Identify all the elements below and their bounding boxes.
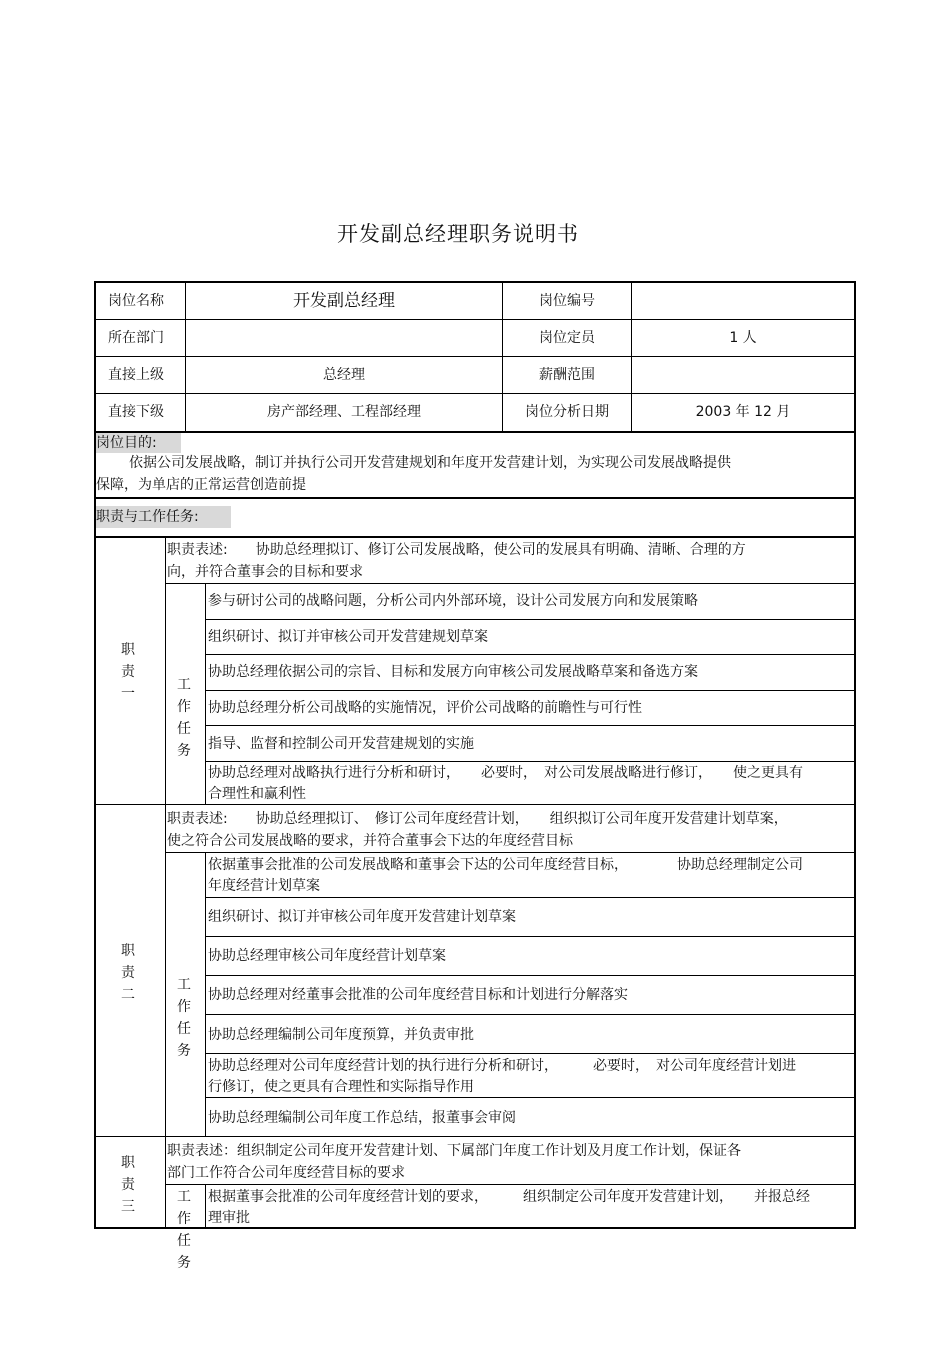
duty-1-task-3: 协助总经理依据公司的宗旨、目标和发展方向审核公司发展战略草案和备选方案 xyxy=(208,664,698,680)
duty-2-task-1-line-1: 依据董事会批准的公司发展战略和董事会下达的公司年度经营目标， 协助总经理制定公司 xyxy=(208,857,803,873)
duty-1-desc-line-2: 向，并符合董事会的目标和要求 xyxy=(167,564,363,580)
duty-2-task-5: 协助总经理编制公司年度预算，并负责审批 xyxy=(208,1027,474,1043)
name-value: 开发副总经理 xyxy=(293,291,395,311)
duty-3-desc-line-1: 职责表述：组织制定公司年度开发营建计划、下属部门年度工作计划及月度工作计划，保证各 xyxy=(167,1143,741,1159)
duty-3-task-label: 工作任务 xyxy=(177,1189,191,1271)
code-label: 岗位编号 xyxy=(539,293,595,309)
duties-header: 职责与工作任务: xyxy=(96,509,199,525)
salary-label: 薪酬范围 xyxy=(539,367,595,383)
duty-1-task-5: 指导、监督和控制公司开发营建规划的实施 xyxy=(208,736,474,752)
duty-2-desc-line-2: 使之符合公司发展战略的要求，并符合董事会下达的年度经营目标 xyxy=(167,833,573,849)
duty-1-task-4: 协助总经理分析公司战略的实施情况，评价公司战略的前瞻性与可行性 xyxy=(208,700,642,716)
duty-2-task-7: 协助总经理编制公司年度工作总结，报董事会审阅 xyxy=(208,1110,516,1126)
duty-2-task-2: 组织研讨、拟订并审核公司年度开发营建计划草案 xyxy=(208,909,516,925)
duty-1-label: 职责一 xyxy=(121,642,135,702)
salary-value xyxy=(632,357,854,393)
duty-1-task-6-line-1: 协助总经理对战略执行进行分析和研讨， 必要时， 对公司发展战略进行修订， 使之更具有 xyxy=(208,765,803,781)
quota-value: 1 人 xyxy=(729,330,757,346)
purpose-line-1: 依据公司发展战略，制订并执行公司开发营建规划和年度开发营建计划，为实现公司发展战略提供 xyxy=(129,455,731,471)
duty-2-task-6-line-1: 协助总经理对公司年度经营计划的执行进行分析和研讨， 必要时， 对公司年度经营计划进 xyxy=(208,1058,796,1074)
page-title: 开发副总经理职务说明书 xyxy=(337,222,579,246)
duty-2-label: 职责二 xyxy=(121,943,135,1003)
duty-3-task-1-line-2: 理审批 xyxy=(208,1210,250,1226)
superior-label: 直接上级 xyxy=(108,367,164,383)
code-value xyxy=(632,283,854,319)
duty-1-task-1: 参与研讨公司的战略问题，分析公司内外部环境，设计公司发展方向和发展策略 xyxy=(208,593,698,609)
duty-2-task-label: 工作任务 xyxy=(177,977,191,1059)
subordinate-label: 直接下级 xyxy=(108,404,164,420)
duty-3-task-1-line-1: 根据董事会批准的公司年度经营计划的要求， 组织制定公司年度开发营建计划， 并报总经 xyxy=(208,1189,810,1205)
dept-value xyxy=(186,320,502,356)
duty-2-task-4: 协助总经理对经董事会批准的公司年度经营目标和计划进行分解落实 xyxy=(208,987,628,1003)
subordinate-value: 房产部经理、工程部经理 xyxy=(267,404,421,420)
duty-1-task-6-line-2: 合理性和赢利性 xyxy=(208,786,306,802)
duty-3-desc-line-2: 部门工作符合公司年度经营目标的要求 xyxy=(167,1165,405,1181)
date-value: 2003 年 12 月 xyxy=(695,404,791,420)
duty-1-task-2: 组织研讨、拟订并审核公司开发营建规划草案 xyxy=(208,629,488,645)
duty-2-desc-line-1: 职责表述: 协助总经理拟订、 修订公司年度经营计划， 组织拟订公司年度开发营建计划草案， xyxy=(167,811,788,827)
purpose-line-2: 保障，为单店的正常运营创造前提 xyxy=(96,477,306,493)
duty-3-label: 职责三 xyxy=(121,1155,135,1215)
purpose-label: 岗位目的: xyxy=(96,435,157,451)
duty-2-task-3: 协助总经理审核公司年度经营计划草案 xyxy=(208,948,446,964)
duty-2-task-1-line-2: 年度经营计划草案 xyxy=(208,878,320,894)
duty-1-task-label: 工作任务 xyxy=(177,677,191,759)
name-label: 岗位名称 xyxy=(108,293,164,309)
date-label: 岗位分析日期 xyxy=(525,404,609,420)
superior-value: 总经理 xyxy=(323,367,365,383)
quota-label: 岗位定员 xyxy=(539,330,595,346)
duty-1-desc-line-1: 职责表述: 协助总经理拟订、修订公司发展战略，使公司的发展具有明确、清晰、合理的方 xyxy=(167,542,746,558)
dept-label: 所在部门 xyxy=(108,330,164,346)
duty-2-task-6-line-2: 行修订，使之更具有合理性和实际指导作用 xyxy=(208,1079,474,1095)
